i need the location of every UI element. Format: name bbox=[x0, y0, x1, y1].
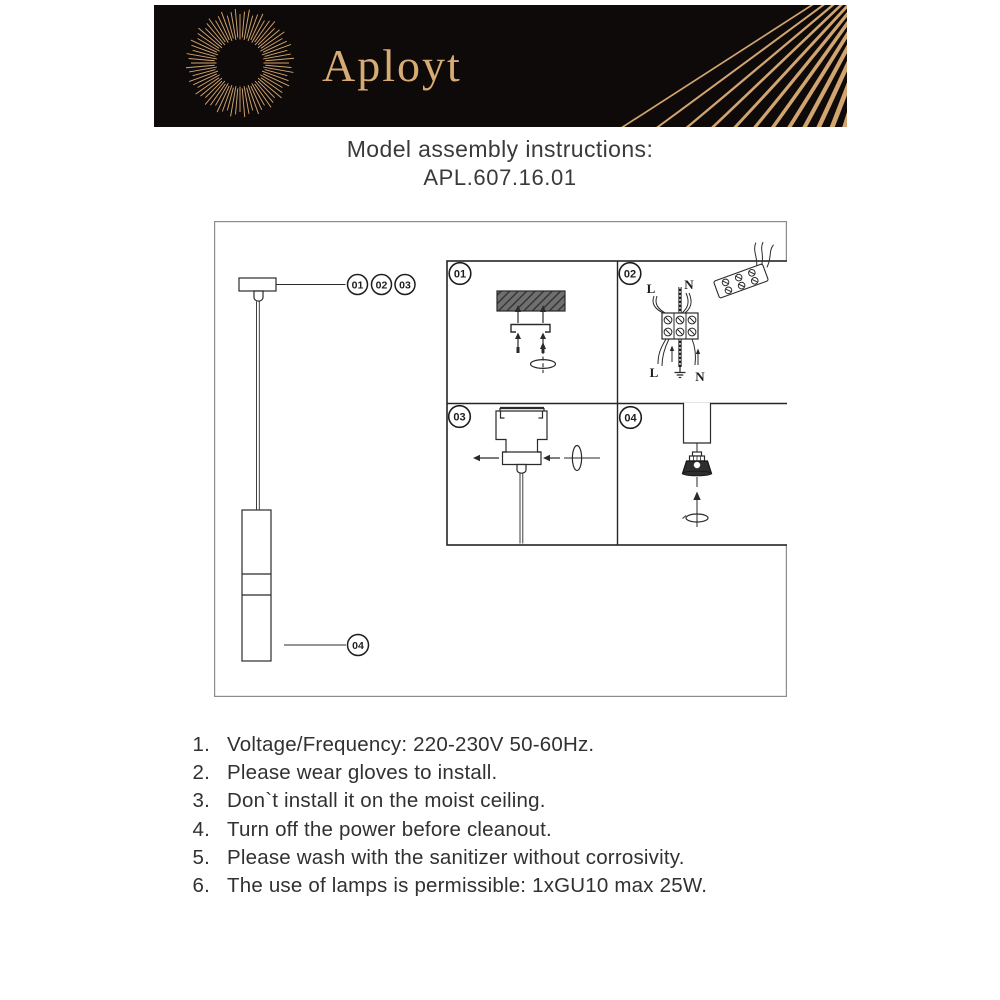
instruction-item-6 bbox=[186, 872, 707, 900]
instruction-item-5 bbox=[186, 844, 707, 872]
brand-banner bbox=[154, 5, 847, 127]
instruction-item-4 bbox=[186, 816, 707, 844]
instruction-text: Please wash with the sanitizer without corrosivity. bbox=[227, 845, 685, 869]
wire-label-live-top: L bbox=[646, 281, 656, 296]
badge-02-label: 02 bbox=[623, 268, 637, 281]
canopy-body bbox=[496, 411, 547, 465]
instruction-number: 1. bbox=[192, 733, 210, 757]
ceiling-canopy bbox=[239, 278, 276, 291]
suspension-cord bbox=[257, 302, 260, 511]
wire-label-neutral-bottom: N bbox=[695, 369, 705, 384]
callout-03-label: 03 bbox=[399, 279, 411, 292]
assembly-diagram bbox=[214, 221, 787, 697]
lamp-body bbox=[242, 510, 271, 661]
instruction-text: Don`t install it on the moist ceiling. bbox=[227, 789, 546, 813]
badge-04-label: 04 bbox=[624, 412, 637, 425]
pendant-lamp-drawing bbox=[239, 278, 346, 661]
instruction-text: The use of lamps is permissible: 1xGU10 max 25W. bbox=[227, 874, 708, 898]
callout-02-label: 02 bbox=[375, 279, 388, 292]
badge-01-label: 01 bbox=[453, 268, 467, 281]
bulb-pin-base bbox=[693, 452, 702, 456]
callout-04-label: 04 bbox=[352, 639, 364, 652]
callout-01-label: 01 bbox=[351, 279, 364, 292]
instruction-item-1 bbox=[186, 731, 707, 759]
instruction-number: 4. bbox=[192, 817, 210, 841]
instruction-number: 2. bbox=[192, 761, 210, 785]
instruction-item-2 bbox=[186, 759, 707, 787]
brand-name: Aployt bbox=[322, 40, 462, 91]
wire-label-live-bottom: L bbox=[649, 365, 659, 380]
instruction-item-3 bbox=[186, 787, 707, 815]
model-number: APL.607.16.01 bbox=[423, 165, 577, 190]
ceiling-slab bbox=[497, 291, 565, 311]
instruction-text: Please wear gloves to install. bbox=[227, 761, 498, 785]
instruction-text: Turn off the power before cleanout. bbox=[227, 817, 552, 841]
canopy-cord-grip bbox=[517, 465, 526, 474]
instructions-list bbox=[186, 731, 707, 900]
instruction-number: 5. bbox=[192, 845, 210, 869]
sheet-title: Model assembly instructions: bbox=[346, 136, 654, 162]
instruction-number: 3. bbox=[192, 789, 210, 813]
instruction-text: Voltage/Frequency: 220-230V 50-60Hz. bbox=[227, 733, 595, 757]
lamp-tube bbox=[684, 403, 711, 443]
badge-03-label: 03 bbox=[453, 411, 466, 424]
sunburst-logo-icon bbox=[183, 6, 297, 120]
wire-label-neutral-top: N bbox=[684, 277, 694, 292]
cord-grip bbox=[254, 291, 263, 301]
instruction-number: 6. bbox=[192, 874, 210, 898]
callout-circles bbox=[348, 275, 416, 656]
